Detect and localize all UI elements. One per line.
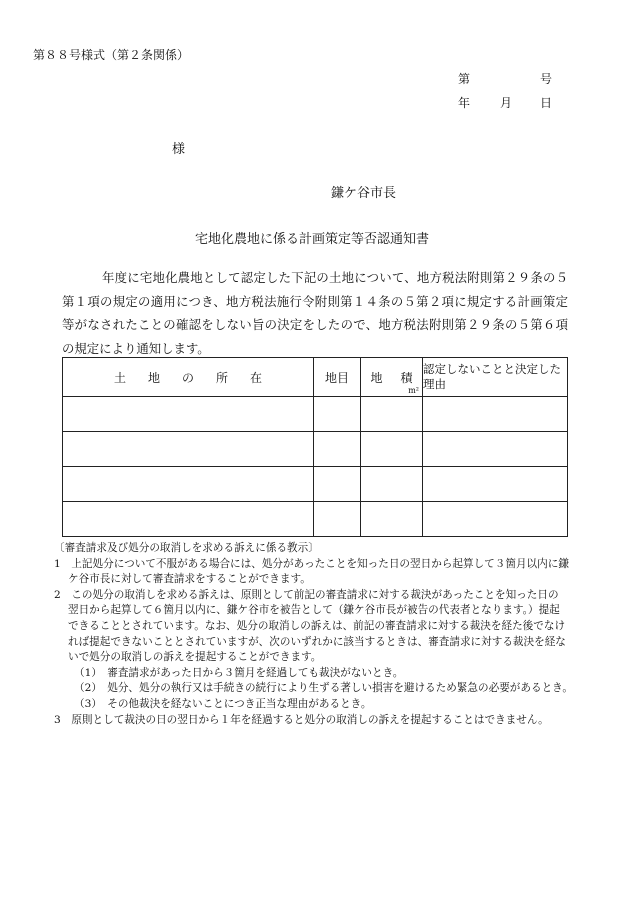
notice-item-text: 原則として裁決の日の翌日から１年を経過すると処分の取消しの訴えを提起することはできません。 (71, 713, 549, 726)
cell-location (63, 467, 314, 502)
header-location-char: 地 (147, 370, 160, 385)
cell-location (63, 502, 314, 537)
notice-item (54, 588, 569, 666)
form-label: 第８８号様式（第２条関係） (33, 48, 190, 62)
cell-reason (423, 502, 568, 537)
notice-sub-item (62, 666, 577, 682)
table-row (63, 397, 568, 432)
notice-item-text: 上記処分について不服がある場合には、処分があったことを知った日の翌日から起算して３箇月以内に鎌ケ谷市長に対して審査請求をすることができます。 (68, 557, 569, 586)
cell-area (361, 397, 423, 432)
date-day: 日 (540, 96, 553, 110)
cell-reason (423, 432, 568, 467)
number-suffix: 号 (540, 72, 553, 86)
table-header-row (63, 358, 568, 397)
header-land-category: 地目 (314, 358, 361, 397)
notice-sub-item (62, 681, 577, 697)
cell-location (63, 397, 314, 432)
notice-sub-number: （1） (74, 666, 97, 679)
notice-header: 〔審査請求及び処分の取消しを求める訴えに係る教示〕 (54, 542, 319, 554)
cell-location (63, 432, 314, 467)
notice-sub-text: 審査請求があった日から３箇月を経過しても裁決がないとき。 (107, 666, 404, 679)
header-location-char: 所 (216, 370, 229, 385)
notice-item-number: 2 (54, 588, 61, 601)
issuer: 鎌ケ谷市長 (331, 186, 397, 201)
cell-land-category (314, 467, 361, 502)
header-location (63, 358, 314, 397)
notice-item (54, 713, 569, 729)
cell-area (361, 467, 423, 502)
document-title: 宅地化農地に係る計画策定等否認通知書 (195, 232, 430, 247)
notice-sub-number: （3） (74, 697, 97, 710)
appeal-notice (54, 541, 577, 728)
date-year: 年 (458, 96, 471, 110)
header-location-char: 土 (113, 370, 126, 385)
notice-sub-number: （2） (74, 682, 97, 695)
notice-item (54, 557, 569, 588)
cell-land-category (314, 502, 361, 537)
notice-sub-text: 処分、処分の執行又は手続きの続行により生ずる著しい損害を避けるため緊急の必要があるとき。 (107, 682, 573, 695)
land-table (62, 357, 568, 537)
cell-land-category (314, 397, 361, 432)
notice-sub-item (62, 697, 577, 713)
header-area-char: 地 (370, 370, 383, 385)
header-area (361, 358, 423, 397)
header-area-char: 積 (400, 370, 413, 385)
header-location-char: の (181, 370, 194, 385)
date-month: 月 (500, 96, 513, 110)
addressee-suffix: 様 (172, 142, 186, 157)
table-row (63, 502, 568, 537)
cell-land-category (314, 432, 361, 467)
cell-reason (423, 467, 568, 502)
notice-item-number: 3 (54, 713, 61, 726)
notice-item-number: 1 (54, 557, 61, 570)
notice-sub-text: その他裁決を経ないことにつき正当な理由があるとき。 (107, 697, 372, 710)
cell-reason (423, 397, 568, 432)
cell-area (361, 432, 423, 467)
header-location-char: 在 (250, 370, 263, 385)
number-prefix: 第 (458, 72, 471, 86)
area-unit: m² (408, 386, 419, 395)
header-reason: 認定しないことと決定した理由 (423, 358, 568, 397)
cell-area (361, 502, 423, 537)
notice-item-text: この処分の取消しを求める訴えは、原則として前記の審査請求に対する裁決があったことを知った日の翌日から起算して６箇月以内に、鎌ケ谷市を被告として（鎌ケ谷市長が被告の代表者となります。）提起できることとされています。なお、処分の取消しの訴えは、前記の審査請求に対する裁決を経た後でなければ提起できないこととされていますが、次のいずれかに該当するときは、審査請求に対する裁決を経ないで処分の取消しの訴えを提起することができます。 (68, 588, 566, 664)
body-paragraph: 年度に宅地化農地として認定した下記の土地について、地方税法附則第２９条の５第１項の規定の適用につき、地方税法施行令附則第１４条の５第２項に規定する計画策定等がなされたことの確認をしない旨の決定をしたので、地方税法附則第２９条の５第６項の規定により通知します。 (62, 270, 568, 356)
table-row (63, 432, 568, 467)
table-row (63, 467, 568, 502)
